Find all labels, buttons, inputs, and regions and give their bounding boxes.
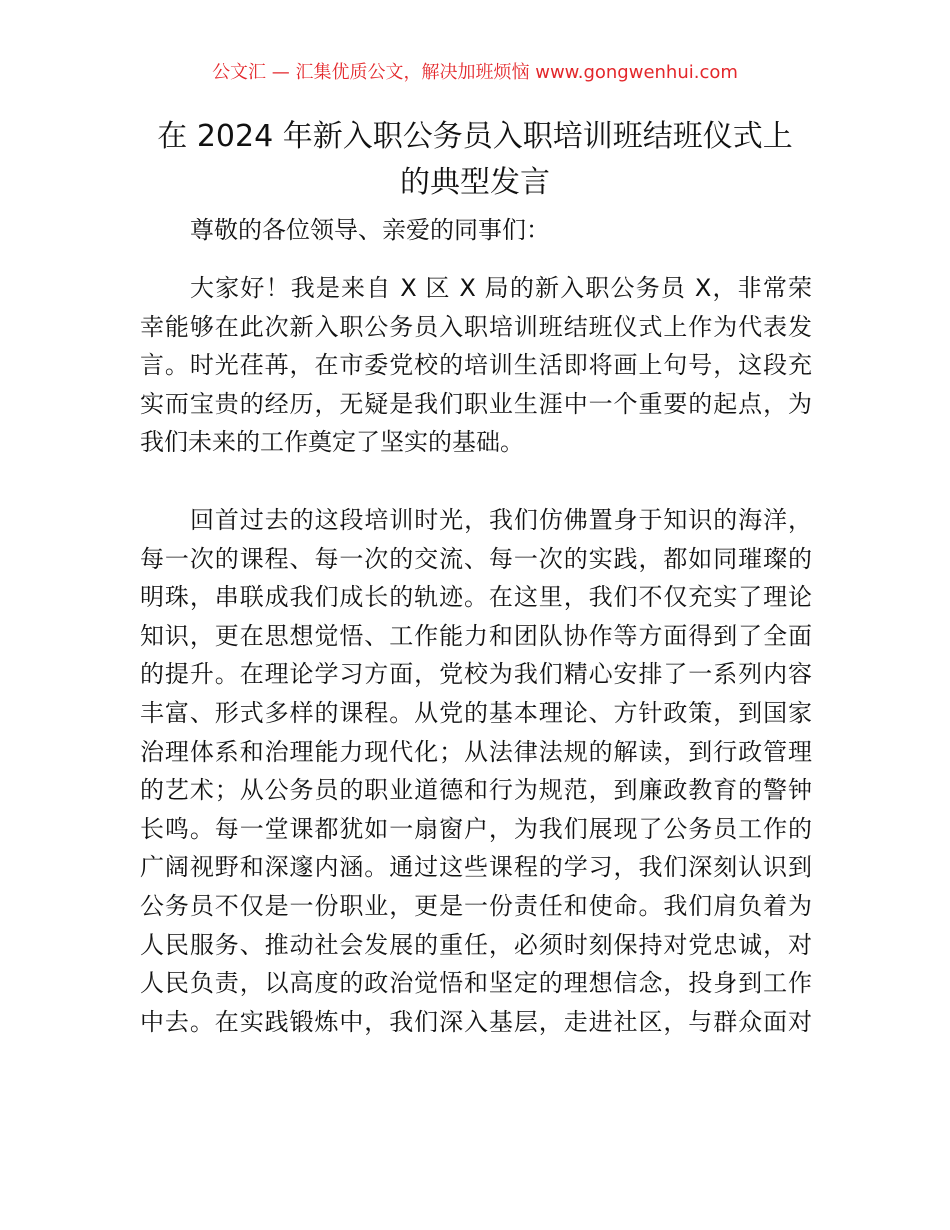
title-line: 在 2024 年新入职公务员入职培训班结班仪式上: [157, 119, 793, 154]
paragraph-line: 治理体系和治理能力现代化；从法律法规的解读，到行政管理: [140, 737, 812, 766]
paragraph-line: 我们未来的工作奠定了坚实的基础。: [140, 428, 524, 457]
paragraph-line: 的提升。在理论学习方面，党校为我们精心安排了一系列内容: [140, 660, 812, 689]
paragraph-line: 大家好！我是来自 X 区 X 局的新入职公务员 X，非常荣: [190, 274, 812, 302]
paragraph-line: 回首过去的这段培训时光，我们仿佛置身于知识的海洋，: [190, 506, 812, 534]
paragraph-line: 公务员不仅是一份职业，更是一份责任和使命。我们肩负着为: [140, 891, 812, 920]
paragraph-1: [140, 269, 812, 462]
salutation: 尊敬的各位领导、亲爱的同事们：: [190, 216, 550, 244]
salutation-block: [140, 211, 812, 250]
paragraph-line: 明珠，串联成我们成长的轨迹。在这里，我们不仅充实了理论: [140, 583, 812, 612]
paragraph-line: 广阔视野和深邃内涵。通过这些课程的学习，我们深刻认识到: [140, 853, 812, 882]
paragraph-line: 长鸣。每一堂课都犹如一扇窗户，为我们展现了公务员工作的: [140, 814, 812, 843]
paragraph-line: 每一次的课程、每一次的交流、每一次的实践，都如同璀璨的: [140, 544, 812, 573]
title-line: 的典型发言: [400, 165, 550, 200]
paragraph-line: 实而宝贵的经历，无疑是我们职业生涯中一个重要的起点，为: [140, 389, 812, 418]
header-banner: 公文汇 — 汇集优质公文，解决加班烦恼 www.gongwenhui.com: [212, 62, 738, 83]
paragraph-2: [140, 501, 812, 1041]
paragraph-line: 言。时光荏苒，在市委党校的培训生活即将画上句号，这段充: [140, 351, 812, 380]
paragraph-line: 人民负责，以高度的政治觉悟和坚定的理想信念，投身到工作: [140, 969, 812, 998]
paragraph-line: 丰富、形式多样的课程。从党的基本理论、方针政策，到国家: [140, 698, 812, 727]
paragraph-line: 人民服务、推动社会发展的重任，必须时刻保持对党忠诚，对: [140, 930, 812, 959]
paragraph-line: 的艺术；从公务员的职业道德和行为规范，到廉政教育的警钟: [140, 776, 812, 805]
paragraph-line: 知识，更在思想觉悟、工作能力和团队协作等方面得到了全面: [140, 621, 812, 650]
paragraph-line: 中去。在实践锻炼中，我们深入基层，走进社区，与群众面对: [140, 1007, 812, 1036]
document-title: [120, 114, 830, 206]
paragraph-line: 幸能够在此次新入职公务员入职培训班结班仪式上作为代表发: [140, 312, 812, 341]
